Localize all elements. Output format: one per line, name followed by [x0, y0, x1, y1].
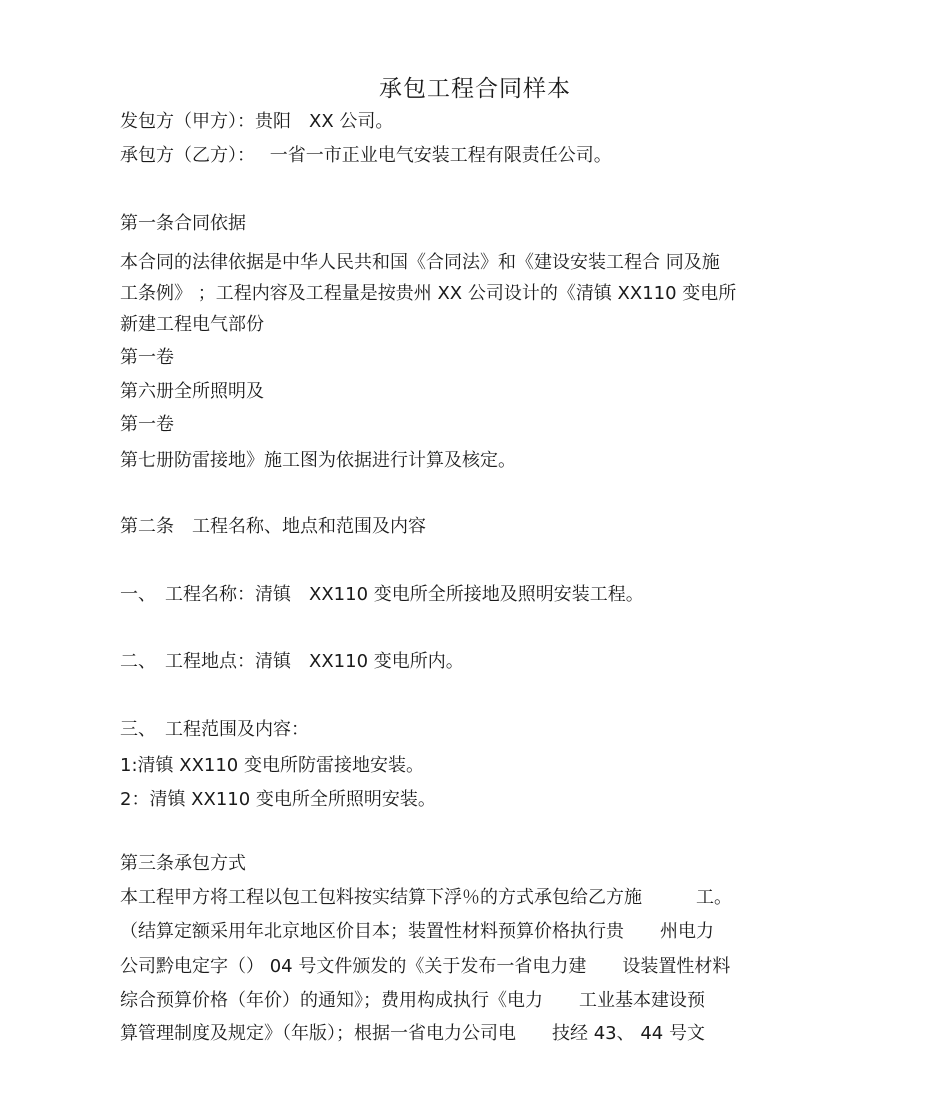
article-1-text-line: 工条例》 ；工程内容及工程量是按贵州 XX 公司设计的《清镇 XX110 变电所	[120, 283, 737, 304]
article-1-heading: 第一条合同依据	[120, 213, 246, 234]
project-name-line: 一、 工程名称：清镇 XX110 变电所全所接地及照明安装工程。	[120, 584, 644, 605]
article-3-heading: 第三条承包方式	[120, 853, 246, 874]
article-3-text-line: 综合预算价格（年价）的通知》；费用构成执行《电力 工业基本建设预	[120, 990, 705, 1011]
project-scope-line: 三、 工程范围及内容：	[120, 719, 309, 740]
project-location-line: 二、 工程地点：清镇 XX110 变电所内。	[120, 651, 464, 672]
scope-item: 1:清镇 XX110 变电所防雷接地安装。	[120, 755, 424, 776]
scope-item: 2：清镇 XX110 变电所全所照明安装。	[120, 789, 436, 810]
article-1-text-line: 第七册防雷接地》施工图为依据进行计算及核定。	[120, 450, 516, 471]
article-1-text-line: 本合同的法律依据是中华人民共和国《合同法》和《建设安装工程合 同及施	[120, 252, 720, 273]
party-a-line: 发包方（甲方）：贵阳 XX 公司。	[120, 111, 394, 132]
article-3-text-line: 公司黔电定字（） 04 号文件颁发的《关于发布一省电力建 设装置性材料	[120, 956, 731, 977]
volume-line: 第六册全所照明及	[120, 381, 264, 402]
party-b-line: 承包方（乙方）： 一省一市正业电气安装工程有限责任公司。	[120, 145, 612, 166]
article-2-heading: 第二条 工程名称、地点和范围及内容	[120, 516, 426, 537]
volume-line: 第一卷	[120, 414, 174, 435]
article-3-text-line: 本工程甲方将工程以包工包料按实结算下浮％的方式承包给乙方施 工。	[120, 887, 732, 908]
volume-line: 第一卷	[120, 347, 174, 368]
article-1-text-line: 新建工程电气部份	[120, 314, 264, 335]
document-title: 承包工程合同样本	[379, 76, 571, 102]
article-3-text-line: 算管理制度及规定》（年版）；根据一省电力公司电 技经 43、 44 号文	[120, 1023, 705, 1044]
article-3-text-line: （结算定额采用年北京地区价目本；装置性材料预算价格执行贵 州电力	[120, 921, 714, 942]
